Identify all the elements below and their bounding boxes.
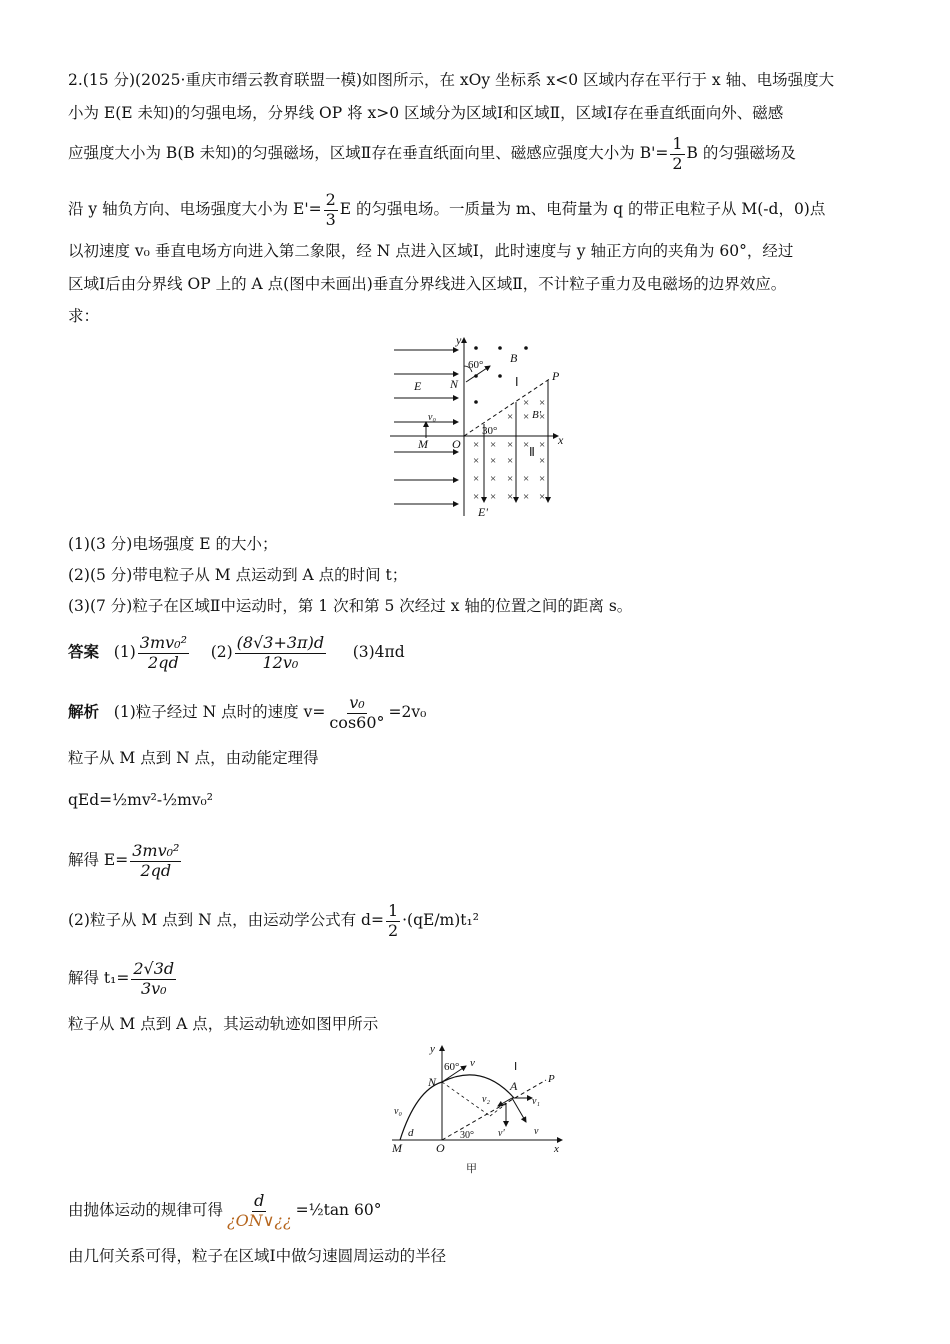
solution-6-fraction bbox=[131, 958, 176, 998]
svg-text:×: × bbox=[507, 455, 514, 467]
solution-label: 解析 bbox=[68, 703, 100, 721]
svg-text:×: × bbox=[523, 397, 530, 409]
answer-2-den: 12v₀ bbox=[262, 652, 299, 672]
label: B bbox=[510, 351, 518, 365]
label: P bbox=[552, 369, 560, 383]
svg-text:×: × bbox=[539, 397, 546, 409]
solution-6-num: 2√3d bbox=[133, 958, 175, 978]
svg-text:×: × bbox=[490, 473, 497, 485]
solution-1-den: cos60° bbox=[329, 712, 385, 732]
question-3: (3)(7 分)粒子在区域Ⅱ中运动时，第 1 次和第 5 次经过 x 轴的位置之间的距离 s。 bbox=[68, 597, 633, 615]
svg-text:×: × bbox=[539, 473, 546, 485]
label: y bbox=[430, 1043, 435, 1055]
solution-line-4 bbox=[68, 840, 183, 880]
solution-4-prefix: 解得 E= bbox=[68, 851, 129, 869]
svg-text:×: × bbox=[539, 455, 546, 467]
answer-line bbox=[68, 632, 405, 672]
answer-3: (3)4πd bbox=[352, 643, 405, 661]
label: N bbox=[428, 1075, 437, 1089]
solution-line-2: 粒子从 M 点到 N 点，由动能定理得 bbox=[68, 749, 319, 767]
problem-line-2: 小为 E(E 未知)的匀强电场，分界线 OP 将 x>0 区域分为区域Ⅰ和区域Ⅱ，区域Ⅰ存在垂直纸面向外、磁感 bbox=[68, 104, 784, 122]
svg-text:×: × bbox=[523, 439, 530, 451]
solution-4-fraction bbox=[130, 840, 181, 880]
solution-6-den: 3v₀ bbox=[140, 978, 167, 998]
field-diagram-figure bbox=[386, 336, 576, 521]
svg-text:×: × bbox=[490, 491, 497, 503]
solution-5-tail: ·(qE/m)t₁² bbox=[402, 911, 479, 929]
problem-line-3 bbox=[68, 133, 796, 173]
label: x bbox=[558, 433, 564, 447]
label: P bbox=[548, 1073, 555, 1085]
svg-text:×: × bbox=[473, 455, 480, 467]
label: 60° bbox=[444, 1061, 460, 1073]
label: 30° bbox=[460, 1130, 474, 1141]
svg-text:×: × bbox=[523, 473, 530, 485]
label: B' bbox=[532, 409, 542, 421]
figure-caption: 甲 bbox=[466, 1163, 477, 1175]
problem-line-6: 区域Ⅰ后由分界线 OP 上的 A 点(图中未画出)垂直分界线进入区域Ⅱ，不计粒子重力及电磁场的边界效应。 bbox=[68, 275, 787, 293]
problem-line-1: 2.(15 分)(2025·重庆市缙云教育联盟一模)如图所示，在 xOy 坐标系 x<0 区域内存在平行于 x 轴、电场强度大 bbox=[68, 71, 835, 89]
svg-text:×: × bbox=[539, 491, 546, 503]
label: 30° bbox=[482, 425, 498, 437]
label: 60° bbox=[468, 359, 484, 371]
problem-line-4 bbox=[68, 189, 825, 229]
problem-line-3-tail: B 的匀强磁场及 bbox=[686, 144, 796, 162]
magnetic-field-out-dots bbox=[474, 346, 528, 404]
problem-line-7: 求： bbox=[68, 307, 100, 325]
problem-line-3-text: 应强度大小为 B(B 未知)的匀强磁场，区域Ⅱ存在垂直纸面向里、磁感应强度大小为 B'= bbox=[68, 144, 669, 162]
solution-5-prefix: (2)粒子从 M 点到 N 点，由运动学公式有 d= bbox=[68, 911, 384, 929]
answer-1-den: 2qd bbox=[148, 652, 179, 672]
label: E' bbox=[478, 505, 488, 519]
label: v₀ bbox=[428, 412, 436, 423]
svg-text:×: × bbox=[473, 473, 480, 485]
label: M bbox=[418, 437, 428, 451]
answer-label: 答案 bbox=[68, 643, 100, 661]
answer-2-fraction bbox=[235, 632, 326, 672]
solution-8-den: ¿ON∨¿¿ bbox=[227, 1210, 292, 1230]
solution-line-8 bbox=[68, 1190, 381, 1230]
solution-1-fraction bbox=[327, 692, 386, 732]
label: v₀ bbox=[394, 1106, 402, 1117]
svg-text:×: × bbox=[507, 411, 514, 423]
label: Ⅰ bbox=[515, 375, 519, 389]
boundary-op bbox=[464, 378, 551, 436]
question-1: (1)(3 分)电场强度 E 的大小； bbox=[68, 535, 278, 553]
label: E bbox=[414, 379, 422, 393]
label: v bbox=[534, 1126, 539, 1137]
solution-8-prefix: 由抛体运动的规律可得 bbox=[68, 1201, 224, 1219]
trajectory-curve bbox=[400, 1075, 514, 1140]
svg-text:×: × bbox=[507, 491, 514, 503]
svg-text:×: × bbox=[523, 411, 530, 423]
fraction-two-thirds: $\frac{2}{3}$ bbox=[325, 189, 336, 229]
fraction-half: $\frac{1}{2}$ bbox=[672, 133, 683, 173]
boundary-op-2 bbox=[442, 1080, 546, 1140]
trajectory-figure bbox=[386, 1040, 568, 1180]
svg-text:×: × bbox=[490, 439, 497, 451]
svg-text:×: × bbox=[539, 411, 546, 423]
answer-1-num: 3mv₀² bbox=[139, 632, 187, 652]
solution-4-num: 3mv₀² bbox=[132, 840, 180, 860]
problem-line-5: 以初速度 v₀ 垂直电场方向进入第二象限，经 N 点进入区域Ⅰ，此时速度与 y 轴正方向的夹角为 60°，经过 bbox=[68, 242, 794, 260]
problem-line-4-tail: E 的匀强电场。一质量为 m、电荷量为 q 的带正电粒子从 M(-d，0)点 bbox=[339, 200, 826, 218]
answer-2-prefix: (2) bbox=[210, 643, 233, 661]
label: A bbox=[510, 1079, 518, 1093]
solution-8-fraction bbox=[225, 1190, 294, 1230]
question-2: (2)(5 分)带电粒子从 M 点运动到 A 点的时间 t； bbox=[68, 566, 408, 584]
label: v' bbox=[498, 1128, 505, 1139]
fraction-half-2: $\frac{1}{2}$ bbox=[387, 900, 399, 940]
solution-1-text: (1)粒子经过 N 点时的速度 v= bbox=[113, 703, 326, 721]
label: Ⅰ bbox=[514, 1061, 518, 1073]
svg-text:×: × bbox=[539, 439, 546, 451]
label: Ⅱ bbox=[529, 445, 535, 459]
svg-text:×: × bbox=[473, 439, 480, 451]
label: M bbox=[392, 1141, 402, 1155]
radius-line-2 bbox=[490, 1098, 514, 1116]
problem-line-4-text: 沿 y 轴负方向、电场强度大小为 E'= bbox=[68, 200, 322, 218]
answer-1-prefix: (1) bbox=[113, 643, 136, 661]
solution-6-prefix: 解得 t₁= bbox=[68, 969, 130, 987]
label: v₂ bbox=[482, 1094, 490, 1105]
solution-line-3: qEd=½mv²-½mv₀² bbox=[68, 791, 213, 809]
label: d bbox=[408, 1127, 414, 1139]
answer-1-fraction bbox=[138, 632, 189, 672]
label: x bbox=[554, 1143, 559, 1155]
solution-line-9: 由几何关系可得，粒子在区域Ⅰ中做匀速圆周运动的半径 bbox=[68, 1247, 447, 1265]
solution-1-num: v₀ bbox=[349, 692, 365, 712]
label: N bbox=[450, 377, 459, 391]
solution-line-6 bbox=[68, 958, 178, 998]
solution-1-tail: =2v₀ bbox=[388, 703, 427, 721]
svg-text:×: × bbox=[473, 491, 480, 503]
solution-8-tail: =½tan 60° bbox=[295, 1201, 382, 1219]
v-arrow bbox=[512, 1098, 526, 1122]
label: v bbox=[470, 1057, 475, 1069]
solution-line-5 bbox=[68, 900, 479, 940]
label: y bbox=[456, 336, 462, 347]
label: v₁ bbox=[532, 1096, 540, 1107]
label: O bbox=[436, 1141, 445, 1155]
solution-8-num: d bbox=[254, 1190, 265, 1210]
solution-4-den: 2qd bbox=[140, 860, 172, 880]
answer-2-num: (8√3+3π)d bbox=[236, 632, 325, 652]
svg-text:×: × bbox=[507, 439, 514, 451]
label: O bbox=[452, 437, 461, 451]
svg-text:×: × bbox=[507, 473, 514, 485]
svg-text:×: × bbox=[523, 491, 530, 503]
solution-line-1 bbox=[68, 692, 426, 732]
svg-text:×: × bbox=[490, 455, 497, 467]
figure-2-labels bbox=[391, 1043, 559, 1175]
solution-line-7: 粒子从 M 点到 A 点，其运动轨迹如图甲所示 bbox=[68, 1015, 379, 1033]
